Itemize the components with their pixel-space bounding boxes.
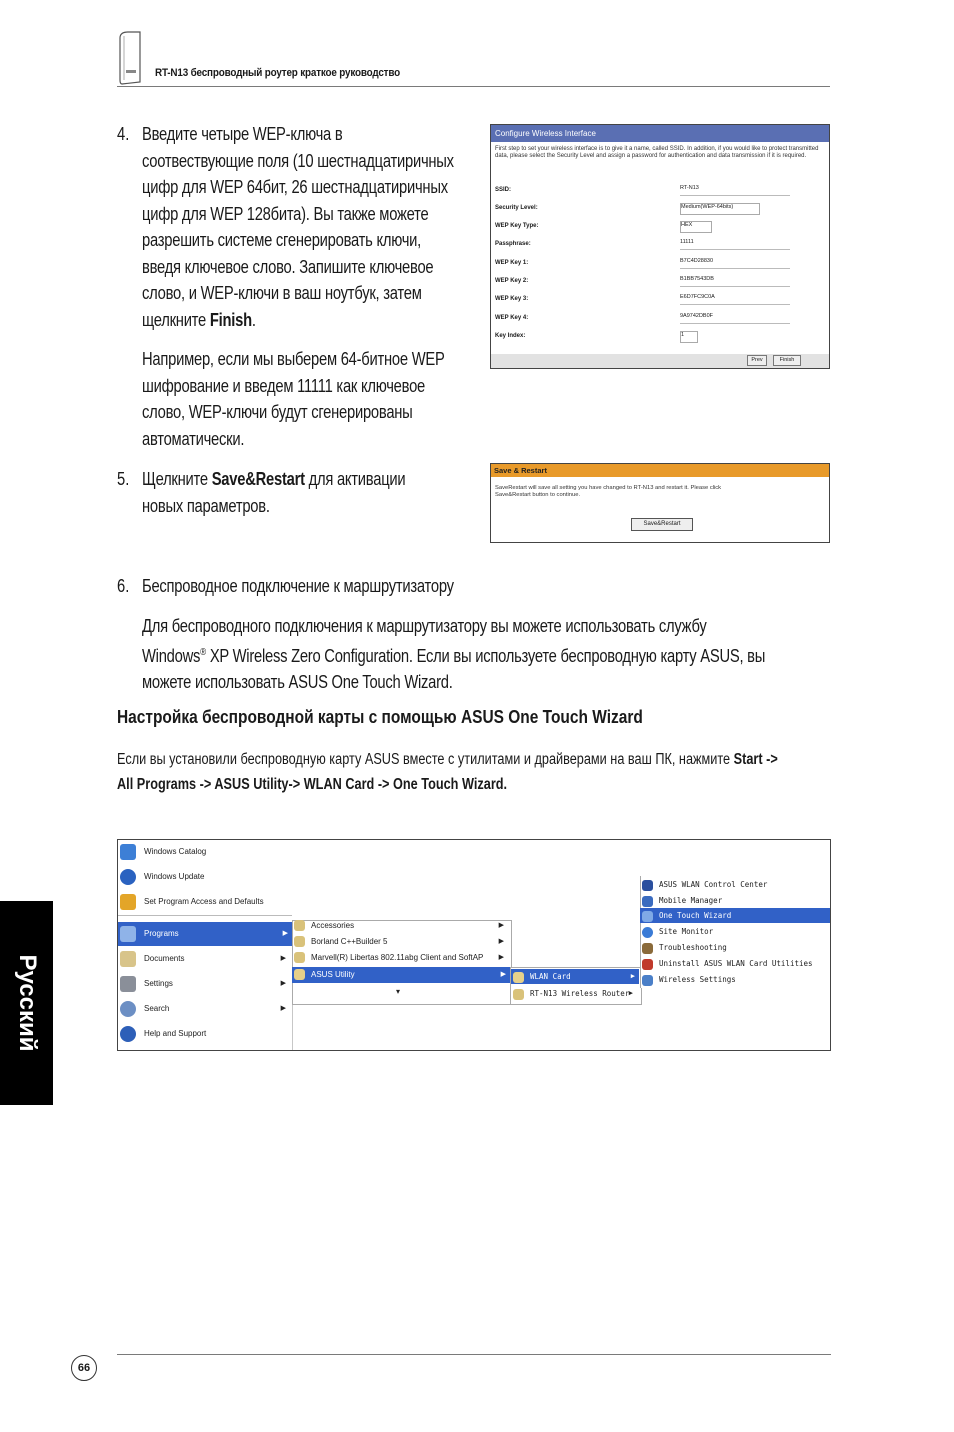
save-restart-button[interactable]: Save&Restart [631, 518, 693, 531]
start-menu-screenshot [117, 839, 831, 1051]
folder-icon [294, 952, 305, 963]
finish-button[interactable]: Finish [773, 355, 801, 366]
configure-wireless-screenshot [490, 124, 830, 369]
finish-keyword: Finish [209, 309, 252, 330]
borland-arrow-icon: ▶ [498, 938, 504, 945]
menu-more-chevron[interactable] [396, 984, 400, 1000]
step-4-example [142, 346, 445, 452]
site-monitor-label: Site Monitor [659, 927, 714, 936]
wep-key-type-row [495, 220, 795, 236]
documents-arrow-icon: ▶ [280, 955, 286, 962]
menu-troubleshooting[interactable] [642, 940, 727, 955]
mobile-manager-label: Mobile Manager [659, 896, 723, 905]
page-number: 66 [71, 1355, 97, 1381]
menu-settings[interactable] [120, 972, 290, 996]
language-side-tab [0, 901, 53, 1105]
wep-key2-row [495, 275, 795, 291]
step-5-line1 [142, 466, 405, 493]
menu-mobile-manager[interactable] [642, 893, 722, 908]
programs-path: All Programs -> ASUS Utility-> WLAN Card -> One Touch Wizard. [117, 776, 508, 793]
asus-utility-label: ASUS Utility [311, 970, 355, 979]
marvell-label: Marvell(R) Libertas 802.11abg Client and SoftAP [311, 953, 484, 962]
mobile-manager-icon [642, 896, 653, 907]
key-index-select[interactable]: 1 [680, 331, 698, 343]
control-center-label: ASUS WLAN Control Center [659, 880, 768, 889]
wireless-settings-label: Wireless Settings [659, 975, 736, 984]
menu-marvell[interactable] [294, 950, 508, 966]
wep-key2-label: WEP Key 2: [495, 278, 529, 284]
troubleshooting-icon [642, 943, 653, 954]
help-label: Help and Support [144, 1029, 207, 1038]
save-restart-title: Save & Restart [491, 464, 829, 477]
accessories-arrow-icon: ▶ [498, 922, 504, 929]
start-path: Start -> [733, 751, 778, 768]
wep-key1-label: WEP Key 1: [495, 260, 529, 266]
wep-key3-label: WEP Key 3: [495, 296, 529, 302]
step-4-line: цифр для WEP 64бит, 26 шестнадцатиричных [142, 177, 448, 197]
windows-word: Windows [142, 645, 201, 666]
security-level-row [495, 202, 795, 218]
section-heading: Настройка беспроводной карты с помощью ASUS One Touch Wizard [117, 707, 643, 727]
menu-windows-update[interactable] [120, 865, 204, 889]
wep-key3-row [495, 293, 795, 309]
windows-update-icon [120, 869, 136, 885]
step-4-line: цифр для WEP 128бита). Вы также можете [142, 203, 429, 224]
wep-key1-field[interactable]: B7C4D28830 [680, 258, 790, 269]
windows-update-label: Windows Update [144, 872, 205, 881]
search-icon [120, 1001, 136, 1017]
search-arrow-icon: ▶ [280, 1005, 286, 1012]
step-6-line1: Для беспроводного подключения к маршрутизатору вы можете использовать службу [142, 616, 707, 636]
instructions-prefix: Если вы установили беспроводную карту ASUS вместе с утилитами и драйверами на ваш ПК, нажмите [117, 751, 734, 768]
menu-asus-utility[interactable] [292, 967, 510, 983]
passphrase-label: Passphrase: [495, 241, 531, 247]
settings-label: Settings [144, 979, 173, 988]
asus-utility-arrow-icon: ▶ [500, 971, 506, 978]
menu-help-support[interactable] [120, 1022, 206, 1046]
prev-button[interactable]: Prev [747, 355, 767, 366]
documents-label: Documents [144, 954, 185, 963]
borland-label: Borland C++Builder 5 [311, 937, 388, 946]
instructions-line2 [117, 772, 778, 797]
step-4-line: слово, и WEP-ключи в ваш ноутбук, затем [142, 283, 422, 303]
step-5-line2: новых параметров. [142, 495, 270, 516]
menu-borland[interactable] [294, 934, 508, 950]
step-5-number: 5. [117, 469, 130, 489]
start-menu-separator [118, 915, 292, 916]
step-6-line3: можете использовать ASUS One Touch Wizard. [142, 672, 453, 692]
registered-mark: ® [200, 646, 206, 658]
security-level-label: Security Level: [495, 205, 538, 211]
wep-key3-field[interactable]: E6D7FC9C0A [680, 294, 790, 305]
rt-n13-arrow-icon: ▶ [628, 989, 633, 997]
troubleshooting-label: Troubleshooting [659, 943, 727, 952]
more-chevron-icon: ▾ [396, 987, 401, 996]
example-line: автоматически. [142, 428, 245, 449]
documents-icon [120, 951, 136, 967]
configure-wireless-footer [491, 354, 829, 368]
menu-set-program-access[interactable] [120, 890, 264, 914]
folder-icon [513, 972, 524, 983]
menu-documents[interactable] [120, 947, 290, 971]
program-access-label: Set Program Access and Defaults [144, 897, 264, 906]
save-restart-description [491, 477, 829, 499]
uninstall-label: Uninstall ASUS WLAN Card Utilities [659, 959, 813, 968]
menu-search[interactable] [120, 997, 290, 1021]
menu-accessories[interactable] [294, 918, 508, 934]
folder-icon [513, 989, 524, 1000]
programs-arrow-icon: ▶ [282, 930, 288, 937]
rt-n13-label: RT-N13 Wireless Router [530, 989, 630, 998]
menu-one-touch-wizard[interactable] [640, 908, 831, 923]
wep-key-type-select[interactable]: HEX [680, 221, 712, 233]
step-4-line: Введите четыре WEP-ключа в [142, 124, 343, 144]
step-6-title: Беспроводное подключение к маршрутизатору [142, 576, 454, 596]
folder-icon [294, 936, 305, 947]
save-restart-desc-line1: SaveRestart will save all setting you have changed to RT-N13 and restart it. Please click [495, 485, 722, 491]
step-4-prefix: щелкните [142, 309, 210, 330]
step-4-suffix: . [251, 309, 256, 330]
programs-label: Programs [144, 929, 179, 938]
windows-catalog-label: Windows Catalog [144, 847, 207, 856]
wireless-settings-icon [642, 975, 653, 986]
settings-arrow-icon: ▶ [280, 980, 286, 987]
key-index-row [495, 330, 795, 346]
accessories-label: Accessories [311, 921, 355, 930]
header-divider [117, 86, 830, 87]
ssid-field[interactable]: RT-N13 [680, 185, 790, 196]
wlan-card-label: WLAN Card [530, 972, 571, 981]
passphrase-field[interactable]: 11111 [680, 239, 790, 250]
menu-site-monitor[interactable] [642, 924, 713, 939]
header-title: RT-N13 беспроводный роутер краткое руководство [155, 67, 400, 79]
settings-icon [120, 976, 136, 992]
help-icon [120, 1026, 136, 1042]
example-line: Например, если мы выберем 64-битное WEP [142, 349, 445, 369]
instructions-line1 [117, 747, 778, 772]
section-instructions [117, 747, 778, 797]
footer-divider [117, 1354, 831, 1355]
passphrase-row [495, 238, 795, 254]
menu-uninstall[interactable] [642, 956, 813, 971]
step-5-suffix: для активации [304, 469, 406, 489]
example-line: слово, WEP-ключи будут сгенерированы [142, 402, 413, 422]
site-monitor-icon [642, 927, 653, 938]
marvell-arrow-icon: ▶ [498, 954, 504, 961]
step-5-prefix: Щелкните [142, 469, 212, 489]
step-4-line: разрешить системе сгенерировать ключи, [142, 230, 422, 250]
example-line: шифрование и введем 11111 как ключевое [142, 375, 426, 396]
save-restart-screenshot [490, 463, 830, 543]
step-6-line2-rest: XP Wireless Zero Configuration. Если вы используете беспроводную карту ASUS, вы [205, 645, 766, 666]
configure-wireless-description: First step to set your wireless interface is to give it a name, called SSID. In addition, if you would like to protect transmitted data, please select the Security Level and assign a password for authentication and data transmission if it is required. [495, 146, 819, 159]
menu-control-center[interactable] [642, 877, 767, 892]
step-5-text [142, 466, 405, 519]
wlan-card-arrow-icon: ▶ [630, 972, 635, 980]
step-6-line2 [142, 640, 765, 670]
programs-icon [120, 926, 136, 942]
menu-wlan-card[interactable] [511, 969, 639, 984]
step-6-number: 6. [117, 576, 130, 596]
ssid-label: SSID: [495, 187, 512, 193]
menu-rt-n13-router[interactable] [513, 986, 637, 1001]
folder-icon [294, 920, 305, 931]
menu-windows-catalog[interactable] [120, 840, 206, 864]
step-4-line-last [142, 307, 454, 334]
wizard-icon [642, 911, 653, 922]
security-level-select[interactable]: Medium(WEP-64bits) [680, 203, 760, 215]
uninstall-icon [642, 959, 653, 970]
folder-icon [294, 969, 305, 980]
wep-key4-row [495, 312, 795, 328]
wep-key2-field[interactable]: B1BB7543DB [680, 276, 790, 287]
ssid-row [495, 184, 795, 200]
wep-key4-field[interactable]: 9A9742DB0F [680, 313, 790, 324]
wep-key1-row [495, 257, 795, 273]
step-4-line: введя ключевое слово. Запишите ключевое [142, 256, 434, 277]
search-label: Search [144, 1004, 170, 1013]
router-icon [116, 30, 144, 86]
wep-key4-label: WEP Key 4: [495, 315, 529, 321]
one-touch-wizard-label: One Touch Wizard [659, 911, 732, 920]
step-4-number: 4. [117, 124, 130, 144]
key-index-label: Key Index: [495, 333, 526, 339]
menu-programs[interactable] [118, 922, 292, 946]
menu-wireless-settings[interactable] [642, 972, 736, 987]
step-4-text [142, 121, 454, 333]
language-label: Русский [13, 954, 41, 1052]
wep-key-type-label: WEP Key Type: [495, 223, 539, 229]
save-restart-keyword: Save&Restart [211, 469, 305, 489]
program-access-icon [120, 894, 136, 910]
configure-wireless-title: Configure Wireless Interface [491, 125, 829, 142]
step-6-paragraph [142, 613, 765, 696]
save-restart-desc-line2: Save&Restart button to continue. [495, 492, 581, 498]
windows-catalog-icon [120, 844, 136, 860]
step-4-line: соотвествующие поля (10 шестнадцатиричных [142, 150, 454, 171]
control-center-icon [642, 880, 653, 891]
